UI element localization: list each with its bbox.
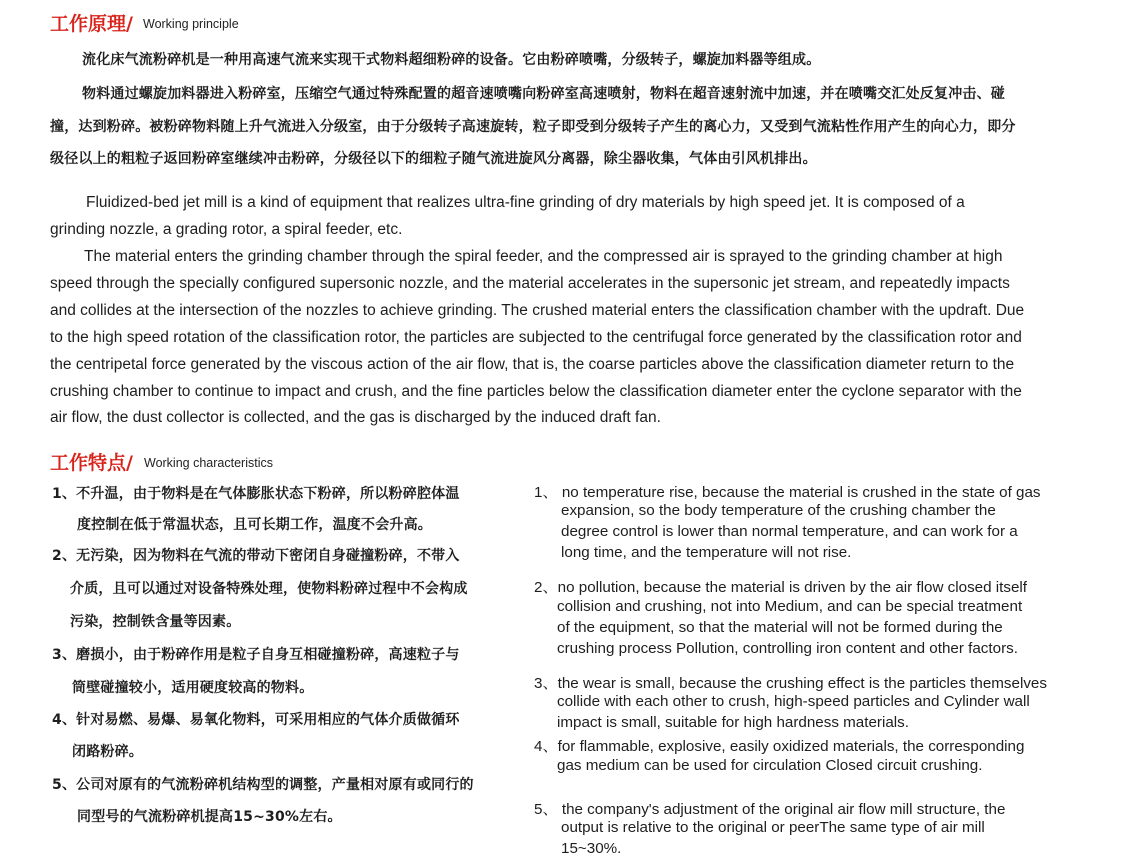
- principle-en-line: and collides at the intersection of the nozzles to achieve grinding. The crushed material enters the classification chamber with the updraft. Due: [50, 302, 1025, 319]
- characteristics-zh-line: 度控制在低于常温状态，且可长期工作，温度不会升高。: [77, 517, 432, 533]
- characteristics-en-line: 5、 the company's adjustment of the original air flow mill structure, the: [534, 801, 1006, 818]
- characteristics-en-line: 3、the wear is small, because the crushing effect is the particles themselves: [534, 675, 1047, 692]
- principle-en-line: The material enters the grinding chamber through the spiral feeder, and the compressed air is sprayed to the grinding chamber at high: [84, 248, 1003, 265]
- characteristics-en-line: 15~30%.: [561, 840, 622, 857]
- characteristics-en-line: impact is small, suitable for high hardness materials.: [557, 714, 909, 731]
- characteristics-en-line: 1、 no temperature rise, because the material is crushed in the state of gas: [534, 484, 1041, 501]
- characteristics-title-en: Working characteristics: [144, 456, 273, 470]
- characteristics-en-line: degree control is lower than normal temperature, and can work for a: [561, 523, 1018, 540]
- characteristics-zh-line: 4、针对易燃、易爆、易氧化物料，可采用相应的气体介质做循环: [52, 712, 460, 728]
- principle-zh-line: 级径以上的粗粒子返回粉碎室继续冲击粉碎，分级径以下的细粒子随气流进旋风分离器，除尘器收集，气体由引风机排出。: [50, 151, 817, 167]
- characteristics-zh-line: 同型号的气流粉碎机提高15~30%左右。: [77, 809, 342, 825]
- characteristics-zh-line: 3、磨损小，由于粉碎作用是粒子自身互相碰撞粉碎，高速粒子与: [52, 647, 460, 663]
- characteristics-zh-line: 介质，且可以通过对设备特殊处理，使物料粉碎过程中不会构成: [70, 581, 468, 597]
- characteristics-en-line: of the equipment, so that the material will not be formed during the: [557, 619, 1003, 636]
- principle-title-zh: 工作原理/: [50, 13, 133, 35]
- principle-zh-line: 流化床气流粉碎机是一种用高速气流来实现干式物料超细粉碎的设备。它由粉碎喷嘴，分级转子，螺旋加料器等组成。: [82, 52, 821, 68]
- characteristics-en-line: long time, and the temperature will not rise.: [561, 544, 852, 561]
- characteristics-en-line: output is relative to the original or peerThe same type of air mill: [561, 819, 985, 836]
- characteristics-en-line: 2、no pollution, because the material is driven by the air flow closed itself: [534, 579, 1028, 596]
- principle-en-line: air flow, the dust collector is collected, and the gas is discharged by the induced draft fan.: [50, 409, 661, 426]
- principle-en-line: the centripetal force generated by the viscous action of the air flow, that is, the coarse particles above the classification diameter return to the: [50, 356, 1015, 373]
- principle-zh-line: 物料通过螺旋加料器进入粉碎室，压缩空气通过特殊配置的超音速喷嘴向粉碎室高速喷射，物料在超音速射流中加速，并在喷嘴交汇处反复冲击、碰: [82, 86, 1005, 102]
- principle-en-line: Fluidized-bed jet mill is a kind of equipment that realizes ultra-fine grinding of dry materials by high speed jet. It is composed of a: [86, 194, 965, 211]
- characteristics-en-line: crushing process Pollution, controlling iron content and other factors.: [557, 640, 1018, 657]
- characteristics-zh-line: 1、不升温，由于物料是在气体膨胀状态下粉碎，所以粉碎腔体温: [52, 486, 460, 502]
- characteristics-zh-line: 闭路粉碎。: [72, 744, 143, 760]
- principle-en-line: speed through the specially configured supersonic nozzle, and the material accelerates in the supersonic jet stream, and repeatedly impacts: [50, 275, 1010, 292]
- characteristics-zh-line: 5、公司对原有的气流粉碎机结构型的调整，产量相对原有或同行的: [52, 777, 474, 793]
- characteristics-en-line: gas medium can be used for circulation Closed circuit crushing.: [557, 757, 983, 774]
- principle-en-line: to the high speed rotation of the classification rotor, the particles are subjected to the centrifugal force generated by the classification rotor and: [50, 329, 1022, 346]
- characteristics-en-line: collide with each other to crush, high-speed particles and Cylinder wall: [557, 693, 1030, 710]
- characteristics-en-line: collision and crushing, not into Medium, and can be special treatment: [557, 598, 1023, 615]
- characteristics-zh-line: 筒壁碰撞较小，适用硬度较高的物料。: [72, 680, 314, 696]
- characteristics-title-zh: 工作特点/: [50, 452, 133, 474]
- principle-zh-line: 撞，达到粉碎。被粉碎物料随上升气流进入分级室，由于分级转子高速旋转，粒子即受到分级转子产生的离心力，又受到气流粘性作用产生的向心力，即分: [50, 119, 1016, 135]
- principle-en-line: crushing chamber to continue to impact and crush, and the fine particles below the classification diameter enter the cyclone separator with the: [50, 383, 1022, 400]
- characteristics-zh-line: 2、无污染，因为物料在气流的带动下密闭自身碰撞粉碎，不带入: [52, 548, 460, 564]
- characteristics-en-line: 4、for flammable, explosive, easily oxidized materials, the corresponding: [534, 738, 1025, 755]
- principle-en-line: grinding nozzle, a grading rotor, a spiral feeder, etc.: [50, 221, 403, 238]
- characteristics-en-line: expansion, so the body temperature of the crushing chamber the: [561, 502, 996, 519]
- principle-title-en: Working principle: [143, 17, 239, 31]
- characteristics-zh-line: 污染，控制铁含量等因素。: [70, 614, 241, 630]
